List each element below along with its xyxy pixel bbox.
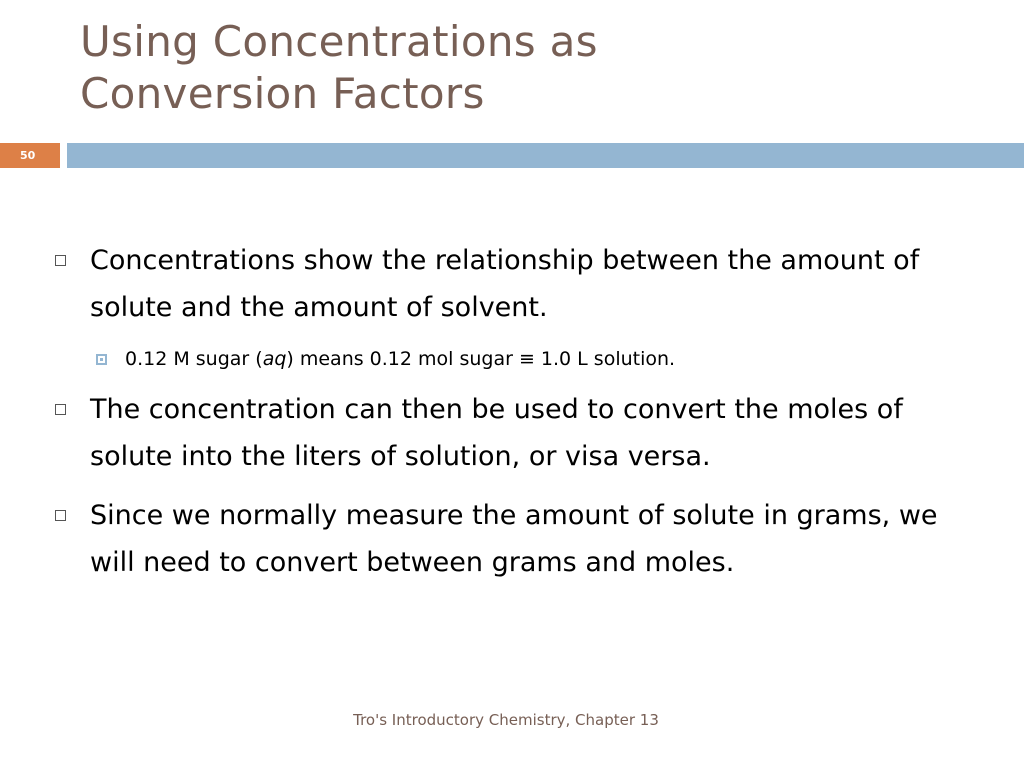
page-number-badge: 50 xyxy=(0,143,60,168)
sub-bullet-text-prefix: 0.12 M sugar ( xyxy=(125,348,263,370)
title-divider-bar xyxy=(67,143,1024,168)
slide-footer: Tro's Introductory Chemistry, Chapter 13 xyxy=(353,711,659,729)
filled-square-bullet-icon xyxy=(96,354,107,365)
sub-bullet-item xyxy=(96,346,976,372)
bullet-item xyxy=(55,386,990,480)
square-bullet-icon xyxy=(55,510,66,521)
bullet-item xyxy=(55,237,990,331)
slide-title xyxy=(80,16,598,120)
bullet-item xyxy=(55,492,990,586)
bullet-text: Since we normally measure the amount of solute in grams, we will need to convert between grams and moles. xyxy=(90,500,938,578)
bullet-text: Concentrations show the relationship between the amount of solute and the amount of solvent. xyxy=(90,245,920,323)
square-bullet-icon xyxy=(55,404,66,415)
sub-bullet-text-suffix: ) means 0.12 mol sugar ≡ 1.0 L solution. xyxy=(286,348,676,370)
sub-bullet-text xyxy=(125,346,976,372)
square-bullet-icon xyxy=(55,255,66,266)
sub-bullet-text-italic: aq xyxy=(262,348,287,370)
slide-title-line-2: Conversion Factors xyxy=(80,69,485,118)
slide-title-line-1: Using Concentrations as xyxy=(80,17,598,66)
bullet-text: The concentration can then be used to convert the moles of solute into the liters of solution, or visa versa. xyxy=(90,394,903,472)
